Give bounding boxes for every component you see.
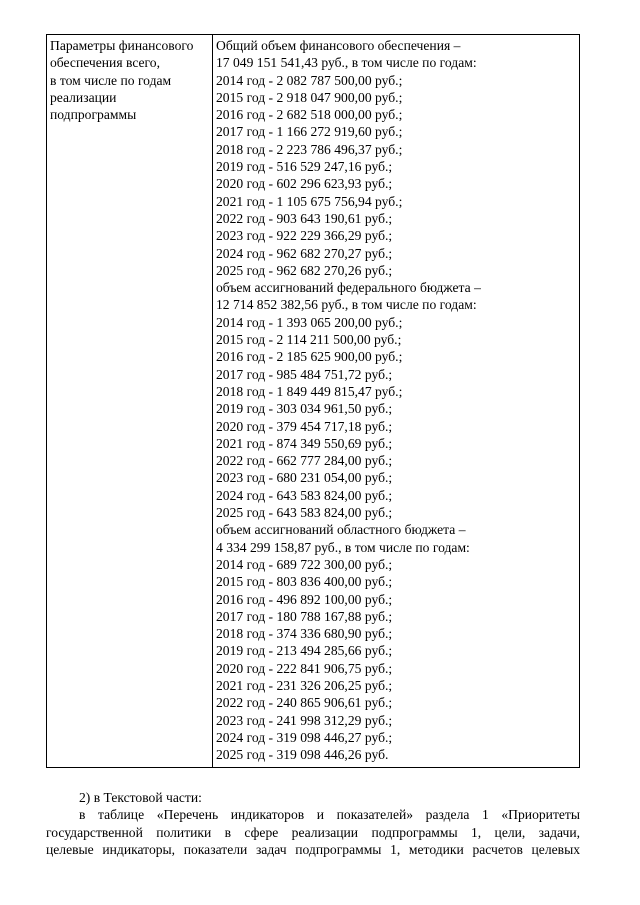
- federal-year-line: 2020 год - 379 454 717,18 руб.;: [216, 418, 393, 434]
- federal-year-line: 2021 год - 874 349 550,69 руб.;: [216, 435, 393, 451]
- paragraph-line: в таблице «Перечень индикаторов и показателей» раздела 1 «Приоритеты: [79, 807, 580, 823]
- label-line: реализации: [50, 89, 117, 105]
- financing-parameters-table: [46, 34, 580, 768]
- parameter-value-cell: [213, 35, 580, 768]
- federal-year-line: 2022 год - 662 777 284,00 руб.;: [216, 453, 393, 469]
- regional-amount: 4 334 299 158,87 руб., в том числе по годам:: [216, 539, 470, 555]
- total-year-line: 2024 год - 962 682 270,27 руб.;: [216, 245, 393, 261]
- total-year-line: 2020 год - 602 296 623,93 руб.;: [216, 176, 393, 192]
- federal-year-line: 2023 год - 680 231 054,00 руб.;: [216, 470, 393, 486]
- label-line: в том числе по годам: [50, 72, 172, 88]
- total-amount: 17 049 151 541,43 руб., в том числе по годам:: [216, 55, 477, 71]
- total-year-line: 2018 год - 2 223 786 496,37 руб.;: [216, 141, 403, 157]
- label-line: Параметры финансового: [50, 38, 194, 53]
- regional-heading: объем ассигнований областного бюджета –: [216, 522, 466, 538]
- total-heading: Общий объем финансового обеспечения –: [216, 38, 461, 53]
- federal-year-line: 2014 год - 1 393 065 200,00 руб.;: [216, 314, 403, 330]
- federal-heading: объем ассигнований федерального бюджета –: [216, 280, 481, 296]
- federal-year-line: 2025 год - 643 583 824,00 руб.;: [216, 505, 393, 521]
- total-year-line: 2017 год - 1 166 272 919,60 руб.;: [216, 124, 403, 140]
- paragraph-line: целевые индикаторы, показатели задач подпрограммы 1, методики расчетов целевых: [46, 841, 580, 857]
- federal-year-line: 2019 год - 303 034 961,50 руб.;: [216, 401, 393, 417]
- regional-year-line: 2018 год - 374 336 680,90 руб.;: [216, 626, 393, 642]
- regional-year-line: 2014 год - 689 722 300,00 руб.;: [216, 556, 393, 572]
- federal-year-line: 2024 год - 643 583 824,00 руб.;: [216, 487, 393, 503]
- federal-year-line: 2018 год - 1 849 449 815,47 руб.;: [216, 383, 403, 399]
- total-year-line: 2016 год - 2 682 518 000,00 руб.;: [216, 107, 403, 123]
- regional-year-line: 2019 год - 213 494 285,66 руб.;: [216, 643, 393, 659]
- total-year-line: 2014 год - 2 082 787 500,00 руб.;: [216, 72, 403, 88]
- regional-year-line: 2017 год - 180 788 167,88 руб.;: [216, 608, 393, 624]
- paragraph-line: государственной политики в сфере реализации подпрограммы 1, цели, задачи,: [46, 824, 580, 840]
- total-year-line: 2019 год - 516 529 247,16 руб.;: [216, 159, 393, 175]
- total-year-line: 2021 год - 1 105 675 756,94 руб.;: [216, 193, 403, 209]
- total-year-line: 2025 год - 962 682 270,26 руб.;: [216, 262, 393, 278]
- regional-year-line: 2020 год - 222 841 906,75 руб.;: [216, 660, 393, 676]
- table-row: [47, 35, 580, 768]
- list-item-heading: 2) в Текстовой части:: [79, 790, 202, 805]
- regional-year-line: 2021 год - 231 326 206,25 руб.;: [216, 677, 393, 693]
- total-year-line: 2022 год - 903 643 190,61 руб.;: [216, 210, 393, 226]
- regional-year-line: 2023 год - 241 998 312,29 руб.;: [216, 712, 393, 728]
- total-year-line: 2023 год - 922 229 366,29 руб.;: [216, 228, 393, 244]
- total-year-line: 2015 год - 2 918 047 900,00 руб.;: [216, 89, 403, 105]
- federal-year-line: 2017 год - 985 484 751,72 руб.;: [216, 366, 393, 382]
- regional-year-line: 2024 год - 319 098 446,27 руб.;: [216, 729, 393, 745]
- regional-year-line: 2015 год - 803 836 400,00 руб.;: [216, 574, 393, 590]
- federal-year-line: 2015 год - 2 114 211 500,00 руб.;: [216, 332, 402, 348]
- parameter-label-cell: [47, 35, 213, 768]
- label-line: подпрограммы: [50, 107, 137, 123]
- text-section: [46, 789, 580, 858]
- regional-year-line: 2025 год - 319 098 446,26 руб.: [216, 747, 389, 763]
- label-line: обеспечения всего,: [50, 55, 160, 71]
- federal-amount: 12 714 852 382,56 руб., в том числе по годам:: [216, 297, 477, 313]
- regional-year-line: 2016 год - 496 892 100,00 руб.;: [216, 591, 393, 607]
- federal-year-line: 2016 год - 2 185 625 900,00 руб.;: [216, 349, 403, 365]
- regional-year-line: 2022 год - 240 865 906,61 руб.;: [216, 695, 393, 711]
